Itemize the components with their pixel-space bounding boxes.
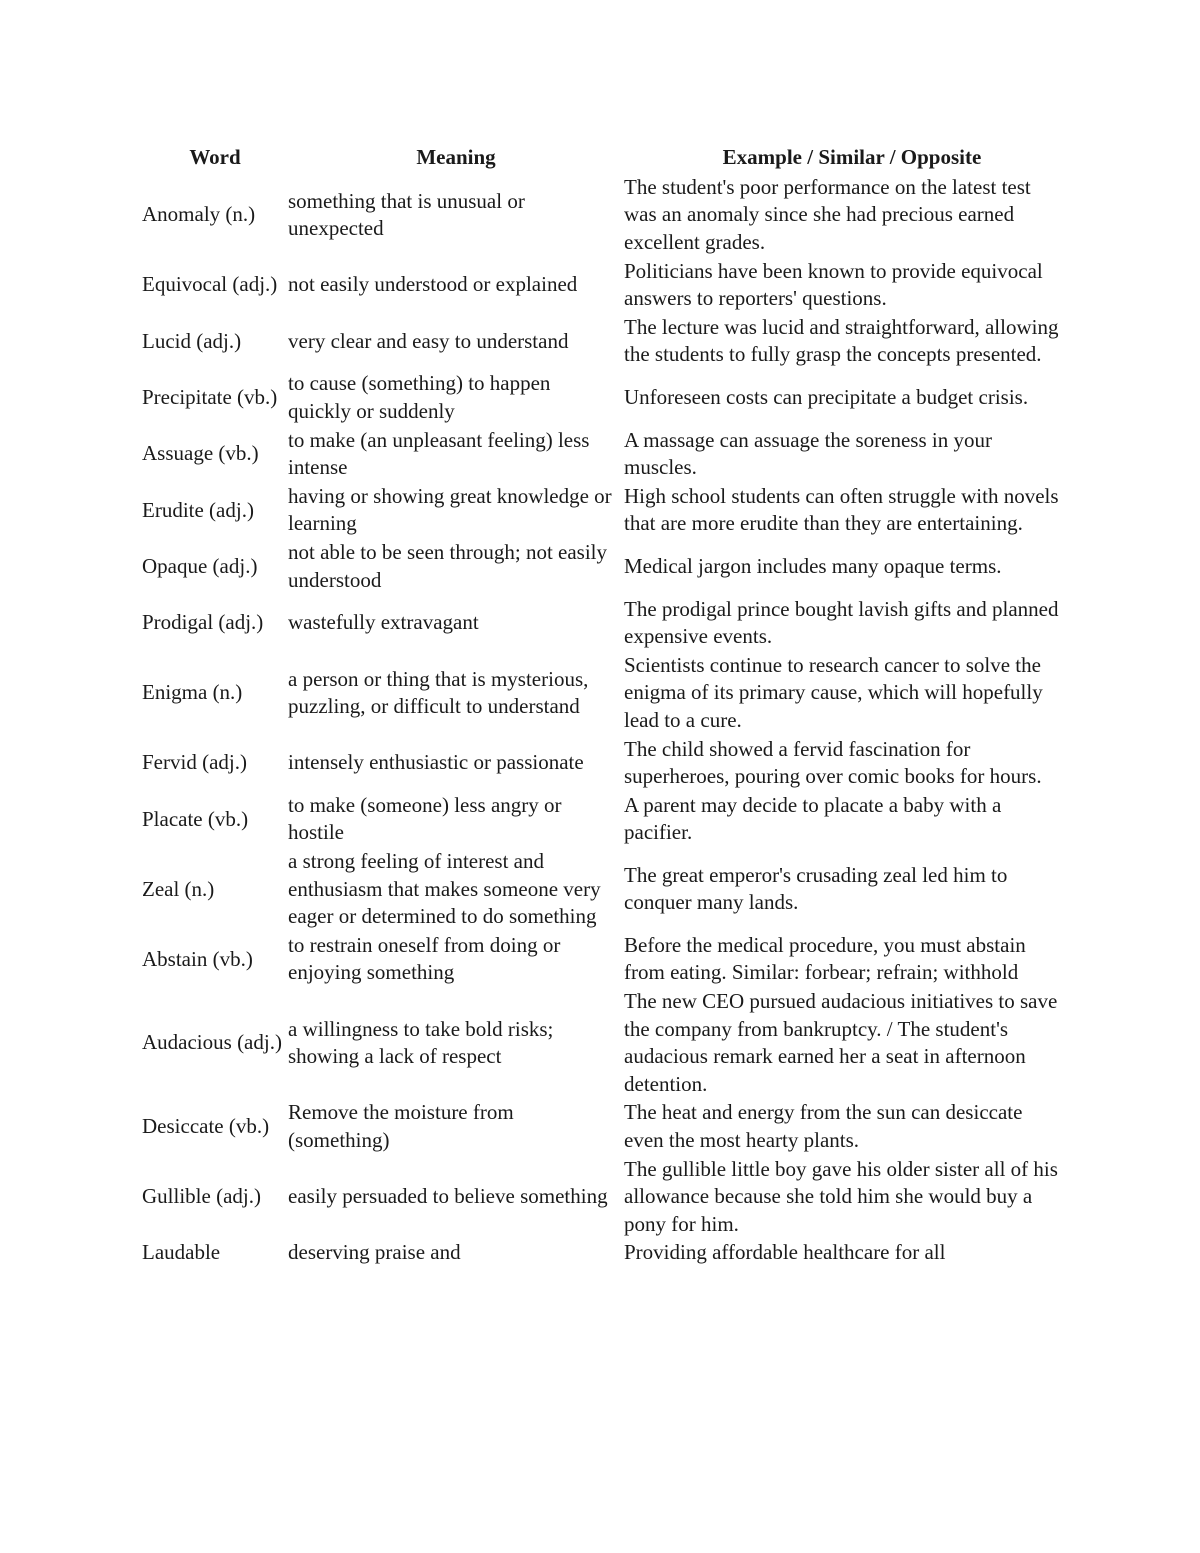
word-cell: Opaque (adj.) [142, 553, 258, 578]
table-row [142, 848, 1062, 932]
table-row [142, 1156, 1062, 1240]
example-cell: The new CEO pursued audacious initiatives to save the company from bankruptcy. / The student's audacious remark earned her a seat in afternoon detention. [624, 989, 1058, 1096]
word-cell: Precipitate (vb.) [142, 385, 278, 410]
meaning-cell: Remove the moisture from (something) [288, 1100, 514, 1152]
example-cell: The student's poor performance on the latest test was an anomaly since she had precious earned excellent grades. [624, 175, 1031, 254]
table-row [142, 539, 1062, 595]
meaning-cell: having or showing great knowledge or learning [288, 483, 612, 536]
table-row [142, 483, 1062, 539]
example-cell: The child showed a fervid fascination for superheroes, pouring over comic books for hours. [624, 736, 1042, 789]
meaning-cell: not able to be seen through; not easily understood [288, 540, 608, 592]
table-row [142, 1239, 1062, 1268]
word-cell: Gullible (adj.) [142, 1184, 261, 1209]
column-header-word: Word [189, 145, 241, 169]
word-cell: Lucid (adj.) [142, 328, 242, 353]
meaning-cell: to restrain oneself from doing or enjoying something [288, 932, 561, 985]
table-row [142, 736, 1062, 792]
example-cell: A massage can assuage the soreness in your muscles. [624, 427, 992, 480]
example-cell: The lecture was lucid and straightforward, allowing the students to fully grasp the concepts presented. [624, 315, 1059, 367]
example-cell: A parent may decide to placate a baby with a pacifier. [624, 792, 1002, 845]
word-cell: Assuage (vb.) [142, 441, 259, 466]
table-row [142, 988, 1062, 1099]
meaning-cell: a person or thing that is mysterious, puzzling, or difficult to understand [288, 666, 589, 719]
meaning-cell: not easily understood or explained [288, 272, 578, 297]
table-row [142, 370, 1062, 426]
meaning-cell: a strong feeling of interest and enthusiasm that makes someone very eager or determined to do something [288, 849, 601, 929]
table-row [142, 652, 1062, 736]
meaning-cell: deserving praise and [288, 1240, 461, 1265]
word-cell: Laudable [142, 1240, 221, 1265]
example-cell: The gullible little boy gave his older sister all of his allowance because she told him she would buy a pony for him. [624, 1156, 1058, 1236]
word-cell: Enigma (n.) [142, 680, 243, 705]
meaning-cell: to cause (something) to happen quickly or suddenly [288, 371, 551, 423]
example-cell: Politicians have been known to provide equivocal answers to reporters' questions. [624, 258, 1043, 311]
table-row [142, 174, 1062, 258]
table-row [142, 1099, 1062, 1155]
vocabulary-table [142, 144, 1062, 1268]
meaning-cell: to make (an unpleasant feeling) less intense [288, 427, 590, 480]
example-cell: Unforeseen costs can precipitate a budget crisis. [624, 385, 1029, 410]
meaning-cell: very clear and easy to understand [288, 328, 569, 353]
table-row [142, 258, 1062, 314]
meaning-cell: intensely enthusiastic or passionate [288, 750, 584, 775]
table-row [142, 427, 1062, 483]
word-cell: Desiccate (vb.) [142, 1114, 270, 1139]
example-cell: Before the medical procedure, you must abstain from eating. Similar: forbear; refrain; withhold [624, 932, 1026, 985]
example-cell: Medical jargon includes many opaque terms. [624, 553, 1002, 578]
example-cell: Providing affordable healthcare for all [624, 1240, 946, 1265]
example-cell: The prodigal prince bought lavish gifts and planned expensive events. [624, 596, 1059, 648]
word-cell: Zeal (n.) [142, 876, 215, 901]
word-cell: Prodigal (adj.) [142, 610, 264, 635]
example-cell: Scientists continue to research cancer to solve the enigma of its primary cause, which will hopefully lead to a cure. [624, 652, 1043, 732]
header-row [142, 144, 1062, 174]
word-cell: Abstain (vb.) [142, 946, 253, 971]
meaning-cell: easily persuaded to believe something [288, 1184, 608, 1209]
meaning-cell: something that is unusual or unexpected [288, 188, 525, 241]
example-cell: The heat and energy from the sun can desiccate even the most hearty plants. [624, 1100, 1023, 1152]
meaning-cell: to make (someone) less angry or hostile [288, 792, 562, 845]
example-cell: High school students can often struggle with novels that are more erudite than they are entertaining. [624, 483, 1059, 536]
word-cell: Placate (vb.) [142, 806, 249, 831]
word-cell: Audacious (adj.) [142, 1030, 282, 1055]
meaning-cell: a willingness to take bold risks; showing a lack of respect [288, 1016, 554, 1069]
table-row [142, 792, 1062, 848]
example-cell: The great emperor's crusading zeal led him to conquer many lands. [624, 862, 1008, 915]
word-cell: Equivocal (adj.) [142, 272, 278, 297]
column-header-meaning: Meaning [416, 145, 496, 169]
word-cell: Erudite (adj.) [142, 497, 254, 522]
table-row [142, 596, 1062, 652]
word-cell: Anomaly (n.) [142, 202, 256, 227]
table-row [142, 314, 1062, 370]
table-row [142, 932, 1062, 988]
meaning-cell: wastefully extravagant [288, 610, 479, 635]
column-header-example: Example / Similar / Opposite [722, 145, 982, 169]
word-cell: Fervid (adj.) [142, 750, 247, 775]
